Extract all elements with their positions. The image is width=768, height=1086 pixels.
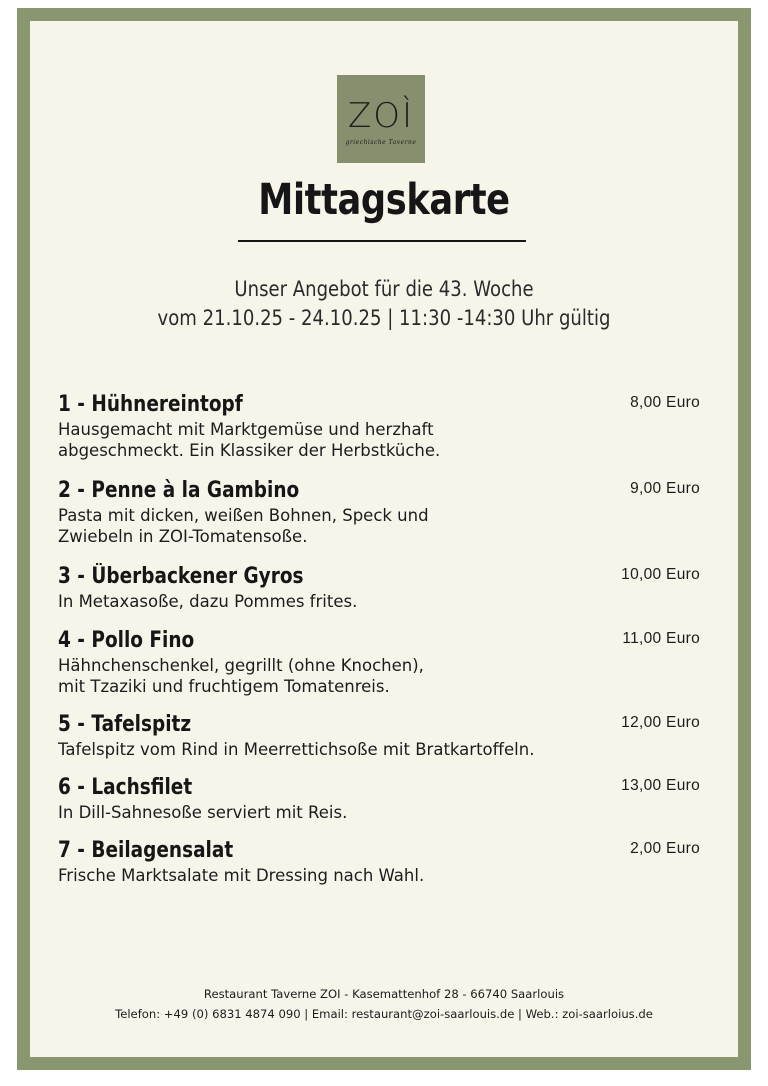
- menu-item-price: 13,00 Euro: [621, 777, 700, 794]
- menu-item-name: 6 - Lachsfilet: [58, 775, 193, 800]
- menu-item: [58, 391, 738, 477]
- page-title: Mittagskarte: [258, 175, 510, 225]
- week-subtitle: [80, 275, 689, 333]
- footer-contact: [30, 984, 738, 1024]
- menu-item-name: 4 - Pollo Fino: [58, 628, 195, 653]
- menu-item-description: Frische Marktsalate mit Dressing nach Wahl.: [58, 866, 425, 885]
- menu-frame: [17, 8, 751, 1070]
- menu-item: [58, 563, 738, 627]
- menu-item-description: Tafelspitz vom Rind in Meerrettichsoße mit Bratkartoffeln.: [58, 740, 535, 759]
- menu-item: [58, 477, 738, 563]
- menu-list: [58, 391, 738, 897]
- menu-item-name: 5 - Tafelspitz: [58, 712, 192, 737]
- menu-paper: [30, 21, 738, 1057]
- menu-item-price: 12,00 Euro: [621, 714, 700, 731]
- subtitle-dates: vom 21.10.25 - 24.10.25 | 11:30 -14:30 Uhr gültig: [157, 306, 611, 330]
- menu-item-description: Pasta mit dicken, weißen Bohnen, Speck und Zwiebeln in ZOI-Tomatensoße.: [58, 506, 429, 546]
- menu-item: [58, 711, 738, 774]
- menu-item-price: 11,00 Euro: [622, 630, 700, 647]
- menu-item-price: 10,00 Euro: [621, 566, 700, 583]
- logo-tagline: griechische Taverne: [345, 138, 417, 146]
- subtitle-week: Unser Angebot für die 43. Woche: [234, 277, 534, 301]
- title-underline: [238, 240, 526, 242]
- footer-address: Restaurant Taverne ZOI - Kasemattenhof 28 - 66740 Saarlouis: [203, 987, 565, 1001]
- menu-item-name: 1 - Hühnereintopf: [58, 392, 243, 417]
- menu-item-description: Hähnchenschenkel, gegrillt (ohne Knochen), mit Tzaziki und fruchtigem Tomatenreis.: [58, 656, 424, 696]
- menu-item: [58, 774, 738, 837]
- menu-item: [58, 837, 738, 897]
- menu-item-name: 2 - Penne à la Gambino: [58, 478, 300, 503]
- menu-item: [58, 627, 738, 711]
- menu-item-description: In Dill-Sahnesoße serviert mit Reis.: [58, 803, 348, 822]
- restaurant-logo: [337, 75, 425, 163]
- menu-item-description: In Metaxasoße, dazu Pommes frites.: [58, 592, 358, 611]
- menu-item-price: 9,00 Euro: [630, 480, 700, 497]
- footer-contact-info: Telefon: +49 (0) 6831 4874 090 | Email: restaurant@zoi-saarlouis.de | Web.: zoi-saarloius.de: [115, 1007, 653, 1021]
- menu-item-price: 8,00 Euro: [630, 394, 700, 411]
- menu-item-description: Hausgemacht mit Marktgemüse und herzhaft abgeschmeckt. Ein Klassiker der Herbstküche.: [58, 420, 441, 460]
- menu-item-name: 7 - Beilagensalat: [58, 838, 234, 863]
- menu-item-price: 2,00 Euro: [630, 840, 700, 857]
- menu-item-name: 3 - Überbackener Gyros: [58, 564, 304, 589]
- logo-wordmark: ZOÌ: [347, 95, 415, 136]
